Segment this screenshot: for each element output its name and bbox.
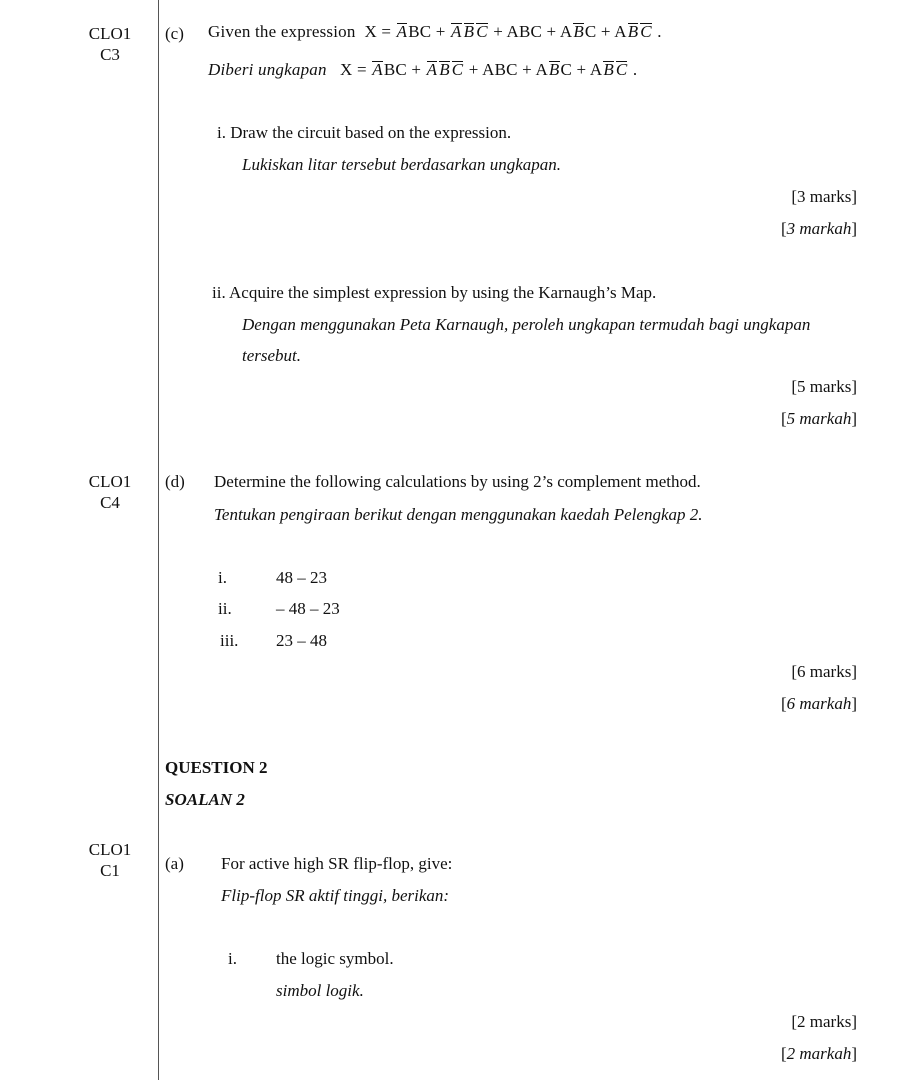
- expr-eq: =: [356, 60, 367, 79]
- subquestion-ii-ms-2: tersebut.: [242, 346, 302, 365]
- expr-term: BC: [383, 60, 407, 79]
- expr-plus: +: [546, 22, 557, 41]
- expr-lhs: X: [364, 22, 377, 41]
- cognitive-level: C3: [100, 45, 120, 64]
- calc-item-number: ii.: [218, 599, 232, 618]
- bracket: [: [780, 219, 787, 238]
- marks-ms-text: 6 markah: [786, 694, 852, 713]
- expr-plus: +: [468, 60, 479, 79]
- subquestion-i-ms: Lukiskan litar tersebut berdasarkan ungkapan.: [242, 155, 562, 174]
- part-label: (c): [165, 24, 184, 43]
- expr-term: ABC: [506, 22, 543, 41]
- bracket: ]: [851, 1044, 857, 1063]
- marks-en: [3 marks]: [791, 187, 857, 206]
- item-number: i.: [217, 123, 226, 142]
- marks-en: [6 marks]: [791, 662, 857, 681]
- item-text: Acquire the simplest expression by using the Karnaugh’s Map.: [229, 283, 657, 302]
- prompt-text-ms: Diberi ungkapan: [208, 60, 327, 79]
- marks-ms-text: 5 markah: [786, 409, 852, 428]
- marks-ms: [781, 409, 857, 429]
- expr-end: .: [657, 22, 662, 41]
- calc-item-number: iii.: [220, 631, 239, 650]
- marks-ms: [781, 1044, 857, 1064]
- expr-term: B: [603, 60, 614, 79]
- expr-plus: +: [493, 22, 503, 41]
- expr-term: B: [627, 22, 639, 41]
- expr-term: A: [614, 22, 627, 41]
- bracket: [: [780, 409, 787, 428]
- bracket: ]: [851, 409, 857, 428]
- expr-plus: +: [576, 60, 587, 79]
- cognitive-level: C4: [100, 493, 120, 512]
- cognitive-level: C1: [100, 861, 120, 880]
- expr-term: A: [426, 60, 438, 79]
- part-label: (a): [165, 854, 184, 873]
- clo-label: CLO1: [88, 472, 132, 491]
- expr-plus: +: [522, 60, 532, 79]
- marks-ms-text: 3 markah: [786, 219, 852, 238]
- expr-term: A: [372, 60, 383, 79]
- bracket: [: [780, 694, 787, 713]
- expr-plus: +: [435, 22, 446, 41]
- expr-term: A: [451, 22, 462, 41]
- clo-label: CLO1: [88, 24, 132, 43]
- part-label: (d): [165, 472, 185, 491]
- expression-line-en: [208, 22, 662, 42]
- q2a-prompt-ms: Flip-flop SR aktif tinggi, berikan:: [221, 886, 450, 905]
- marks-ms-text: 2 markah: [786, 1044, 852, 1063]
- item-number: i.: [228, 949, 237, 968]
- marks-ms: [781, 694, 857, 714]
- calc-item-number: i.: [218, 568, 227, 587]
- expr-term: A: [589, 60, 603, 79]
- expression-line-ms: [208, 60, 637, 80]
- item-text: the logic symbol.: [276, 949, 394, 968]
- question-title-ms: SOALAN 2: [165, 790, 245, 809]
- expr-term: A: [396, 22, 408, 41]
- item-text-ms: simbol logik.: [276, 981, 364, 1000]
- subquestion-ii: [212, 283, 656, 303]
- item-number: ii.: [212, 283, 226, 302]
- expr-term: C: [476, 22, 488, 41]
- calc-item: – 48 – 23: [276, 599, 340, 618]
- expr-term: C: [451, 60, 464, 79]
- part-d-prompt: Determine the following calculations by using 2’s complement method.: [214, 472, 701, 491]
- expr-term: C: [640, 22, 652, 41]
- bracket: ]: [851, 219, 857, 238]
- expr-term: B: [463, 22, 475, 41]
- expr-eq: =: [381, 22, 392, 41]
- expr-term: C: [615, 60, 628, 79]
- expr-term: B: [548, 60, 560, 79]
- expr-term: C: [584, 22, 597, 41]
- question-title: QUESTION 2: [165, 758, 268, 777]
- marks-en: [2 marks]: [791, 1012, 857, 1031]
- bracket: [: [780, 1044, 787, 1063]
- marks-en: [5 marks]: [791, 377, 857, 396]
- part-d-prompt-ms: Tentukan pengiraan berikut dengan menggunakan kaedah Pelengkap 2.: [214, 505, 703, 524]
- expr-term: B: [439, 60, 450, 79]
- marks-ms: [781, 219, 857, 239]
- calc-item: 23 – 48: [276, 631, 327, 650]
- expr-end: .: [632, 60, 638, 79]
- subquestion-ii-ms-1: Dengan menggunakan Peta Karnaugh, peroleh ungkapan termudah bagi ungkapan: [242, 315, 811, 334]
- prompt-text: Given the expression: [208, 22, 356, 41]
- expr-term: A: [535, 60, 548, 79]
- expr-lhs: X: [340, 60, 353, 79]
- q2a-prompt: For active high SR flip-flop, give:: [221, 854, 453, 873]
- expr-term: A: [559, 22, 573, 41]
- expr-term: BC: [408, 22, 432, 41]
- subquestion-i: [217, 123, 511, 143]
- calc-item: 48 – 23: [276, 568, 327, 587]
- expr-plus: +: [411, 60, 422, 79]
- bracket: ]: [851, 694, 857, 713]
- clo-label: CLO1: [88, 840, 132, 859]
- expr-plus: +: [600, 22, 611, 41]
- expr-term: C: [560, 60, 573, 79]
- item-text: Draw the circuit based on the expression.: [230, 123, 512, 142]
- margin-divider-line: [158, 0, 159, 1080]
- expr-term: ABC: [482, 60, 518, 79]
- expr-term: B: [573, 22, 584, 41]
